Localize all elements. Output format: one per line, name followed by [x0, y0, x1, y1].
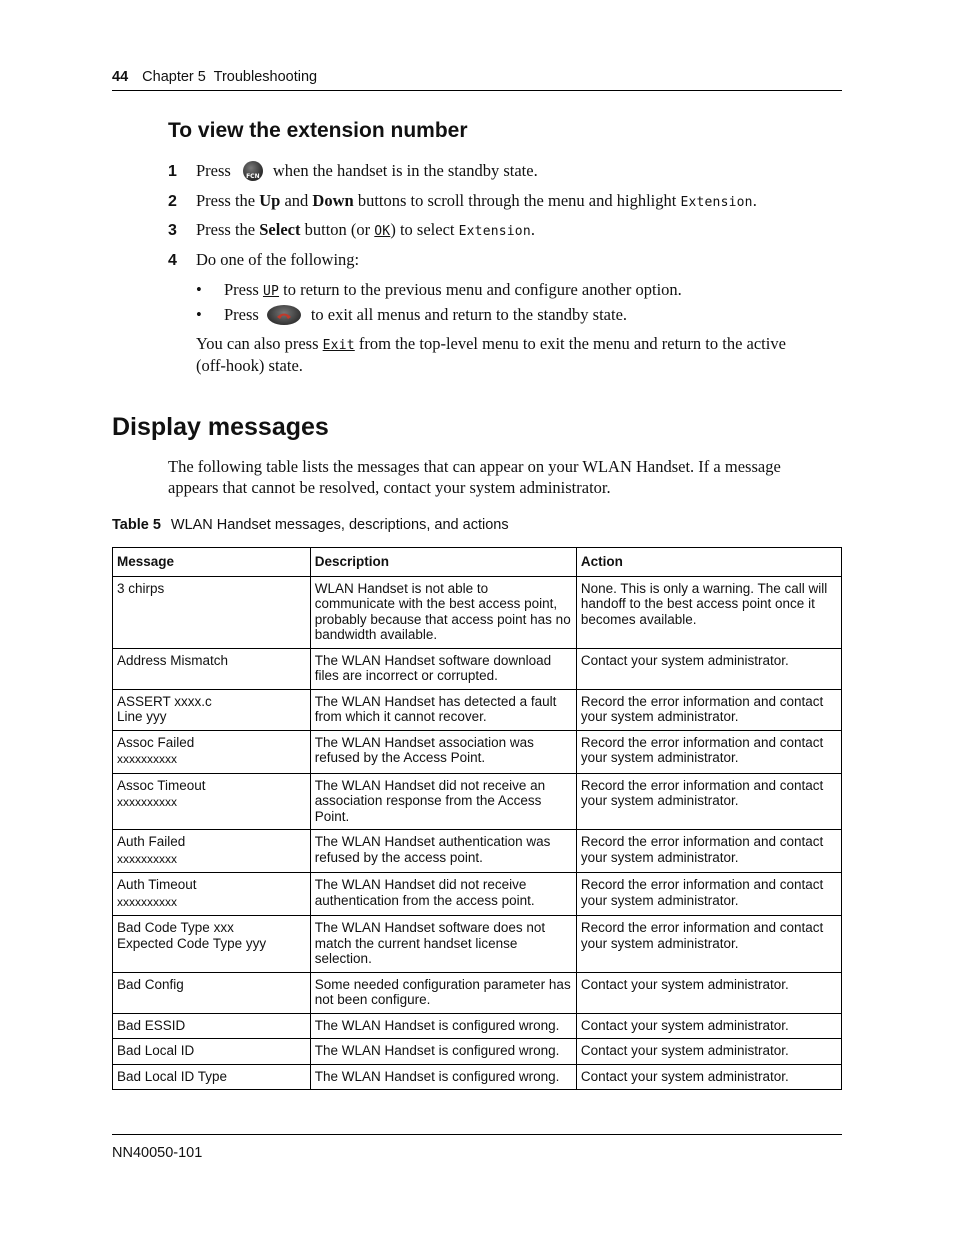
cell-description: The WLAN Handset association was refused by the Access Point.	[310, 730, 576, 773]
fcn-key-icon	[243, 161, 263, 181]
message-name: Assoc Failed	[117, 734, 195, 750]
column-header-action: Action	[576, 548, 841, 577]
step-number: 1	[168, 163, 177, 180]
step-text: .	[530, 220, 535, 239]
table-row	[113, 1064, 842, 1090]
message-name: Bad Local ID	[117, 1043, 195, 1058]
cell-action: Contact your system administrator.	[576, 1013, 841, 1039]
bullet-icon: •	[196, 280, 202, 299]
cell-message	[113, 830, 311, 873]
table-row	[113, 773, 842, 830]
table-header-row	[113, 548, 842, 577]
table-row	[113, 648, 842, 689]
cell-description: The WLAN Handset software does not match the current handset license selection.	[310, 916, 576, 973]
cell-description: The WLAN Handset is configured wrong.	[310, 1013, 576, 1039]
header-divider	[112, 90, 842, 91]
step-2	[168, 191, 828, 213]
cell-description: The WLAN Handset is configured wrong.	[310, 1039, 576, 1065]
message-detail: xxxxxxxxxx	[117, 894, 177, 909]
table-row	[113, 830, 842, 873]
bullet-item	[196, 280, 816, 302]
chapter-title: Chapter 5 Troubleshooting	[142, 69, 318, 85]
fcn-key-label: FCN	[246, 173, 260, 181]
cell-message	[113, 873, 311, 916]
message-name: Address Mismatch	[117, 652, 229, 668]
step-number: 2	[168, 193, 177, 210]
table-row	[113, 1039, 842, 1065]
step-text: button (or	[300, 220, 375, 239]
table-row	[113, 689, 842, 730]
cell-action: Record the error information and contact your system administrator.	[576, 689, 841, 730]
message-name: Bad ESSID	[117, 1017, 186, 1033]
message-name: Assoc Timeout	[117, 777, 206, 793]
cell-action: Record the error information and contact your system administrator.	[576, 730, 841, 773]
cell-description: The WLAN Handset has detected a fault from which it cannot recover.	[310, 689, 576, 730]
display-text: Extension	[458, 224, 531, 239]
cell-action: Record the error information and contact your system administrator.	[576, 873, 841, 916]
bullet-icon: •	[196, 305, 202, 324]
cell-action: Record the error information and contact your system administrator.	[576, 773, 841, 830]
cell-message	[113, 648, 311, 689]
message-detail: xxxxxxxxxx	[117, 795, 177, 809]
cell-action: Record the error information and contact your system administrator.	[576, 830, 841, 873]
step-number: 4	[168, 252, 177, 269]
table-caption-text: WLAN Handset messages, descriptions, and actions	[170, 517, 509, 533]
message-detail: xxxxxxxxxx	[117, 851, 177, 866]
message-name: ASSERT xxxx.c	[117, 693, 212, 709]
message-detail: Line yyy	[117, 709, 167, 724]
table-row	[113, 916, 842, 973]
cell-action: Contact your system administrator.	[576, 1039, 841, 1065]
table-row	[113, 576, 842, 648]
message-name: 3 chirps	[117, 580, 165, 596]
table-caption-label: Table 5	[112, 517, 161, 533]
bullet-text: to exit all menus and return to the standby state.	[310, 305, 628, 324]
step-text: Press the	[196, 220, 260, 239]
intro-paragraph: The following table lists the messages that can appear on your WLAN Handset. If a message appears that cannot be resolved, contact your system administrator.	[168, 457, 781, 497]
step-text: .	[752, 191, 757, 210]
cell-description: WLAN Handset is not able to communicate with the best access point, probably because that access point has no bandwidth available.	[310, 576, 576, 648]
step-text: and	[280, 191, 313, 210]
bullet-item	[196, 305, 816, 326]
cell-description: The WLAN Handset is configured wrong.	[310, 1064, 576, 1090]
step-1	[168, 161, 828, 182]
messages-table	[112, 547, 842, 1090]
step-text: ) to select	[390, 220, 459, 239]
cell-message	[113, 1064, 311, 1090]
cell-message	[113, 1013, 311, 1039]
column-header-message: Message	[113, 548, 311, 577]
message-name: Bad Code Type xxx	[117, 920, 234, 935]
key-name: Up	[259, 191, 281, 210]
step-number: 3	[168, 222, 177, 239]
table-row	[113, 1013, 842, 1039]
display-text: Extension	[680, 195, 753, 210]
cell-description: Some needed configuration parameter has not been configure.	[310, 972, 576, 1013]
message-name: Bad Config	[117, 976, 184, 992]
step-text: when the handset is in the standby state.	[272, 161, 538, 180]
message-detail: xxxxxxxxxx	[117, 752, 177, 766]
step-3	[168, 220, 828, 242]
note-text: You can also press	[196, 334, 323, 353]
cell-action: Contact your system administrator.	[576, 972, 841, 1013]
message-detail: Expected Code Type yyy	[117, 935, 267, 951]
end-call-icon	[267, 305, 301, 325]
table-row	[113, 730, 842, 773]
key-name: Down	[312, 191, 354, 210]
section-title-view-extension: To view the extension number	[168, 119, 468, 142]
message-name: Auth Timeout	[117, 877, 197, 892]
bullet-text: to return to the previous menu and configure another option.	[279, 280, 682, 299]
table-row	[113, 972, 842, 1013]
softkey-text: Exit	[322, 338, 355, 353]
message-name: Auth Failed	[117, 834, 186, 849]
key-name: Select	[259, 220, 301, 239]
softkey-text: UP	[262, 284, 280, 299]
cell-message	[113, 576, 311, 648]
step-text: buttons to scroll through the menu and highlight	[353, 191, 681, 210]
page-header	[112, 68, 842, 86]
cell-action: Contact your system administrator.	[576, 1064, 841, 1090]
step-4	[168, 250, 828, 271]
cell-action: Record the error information and contact your system administrator.	[576, 916, 841, 973]
cell-message	[113, 689, 311, 730]
cell-message	[113, 773, 311, 830]
step-text: Do one of the following:	[196, 250, 360, 269]
document-number: NN40050-101	[112, 1145, 203, 1161]
section-title-display-messages: Display messages	[112, 413, 329, 441]
bullet-text: Press	[224, 305, 259, 324]
step-text: Press the	[196, 191, 260, 210]
cell-description: The WLAN Handset did not receive an association response from the Access Point.	[310, 773, 576, 830]
table-row	[113, 873, 842, 916]
cell-message	[113, 972, 311, 1013]
table-caption	[112, 517, 509, 533]
note-text: from the top-level menu to exit the menu and return to the active (off-hook) state.	[196, 334, 786, 375]
cell-description: The WLAN Handset did not receive authentication from the access point.	[310, 873, 576, 916]
cell-description: The WLAN Handset authentication was refused by the access point.	[310, 830, 576, 873]
cell-description: The WLAN Handset software download files are incorrect or corrupted.	[310, 648, 576, 689]
cell-message	[113, 916, 311, 973]
footer-divider	[112, 1134, 842, 1135]
message-name: Bad Local ID Type	[117, 1068, 228, 1084]
cell-message	[113, 1039, 311, 1065]
note-paragraph	[196, 334, 816, 376]
cell-action: None. This is only a warning. The call will handoff to the best access point once it becomes available.	[576, 576, 841, 648]
cell-message	[113, 730, 311, 773]
bullet-text: Press	[224, 280, 263, 299]
column-header-description: Description	[310, 548, 576, 577]
cell-action: Contact your system administrator.	[576, 648, 841, 689]
page-number: 44	[112, 69, 129, 85]
step-text: Press	[196, 161, 231, 180]
softkey-text: OK	[374, 224, 391, 239]
